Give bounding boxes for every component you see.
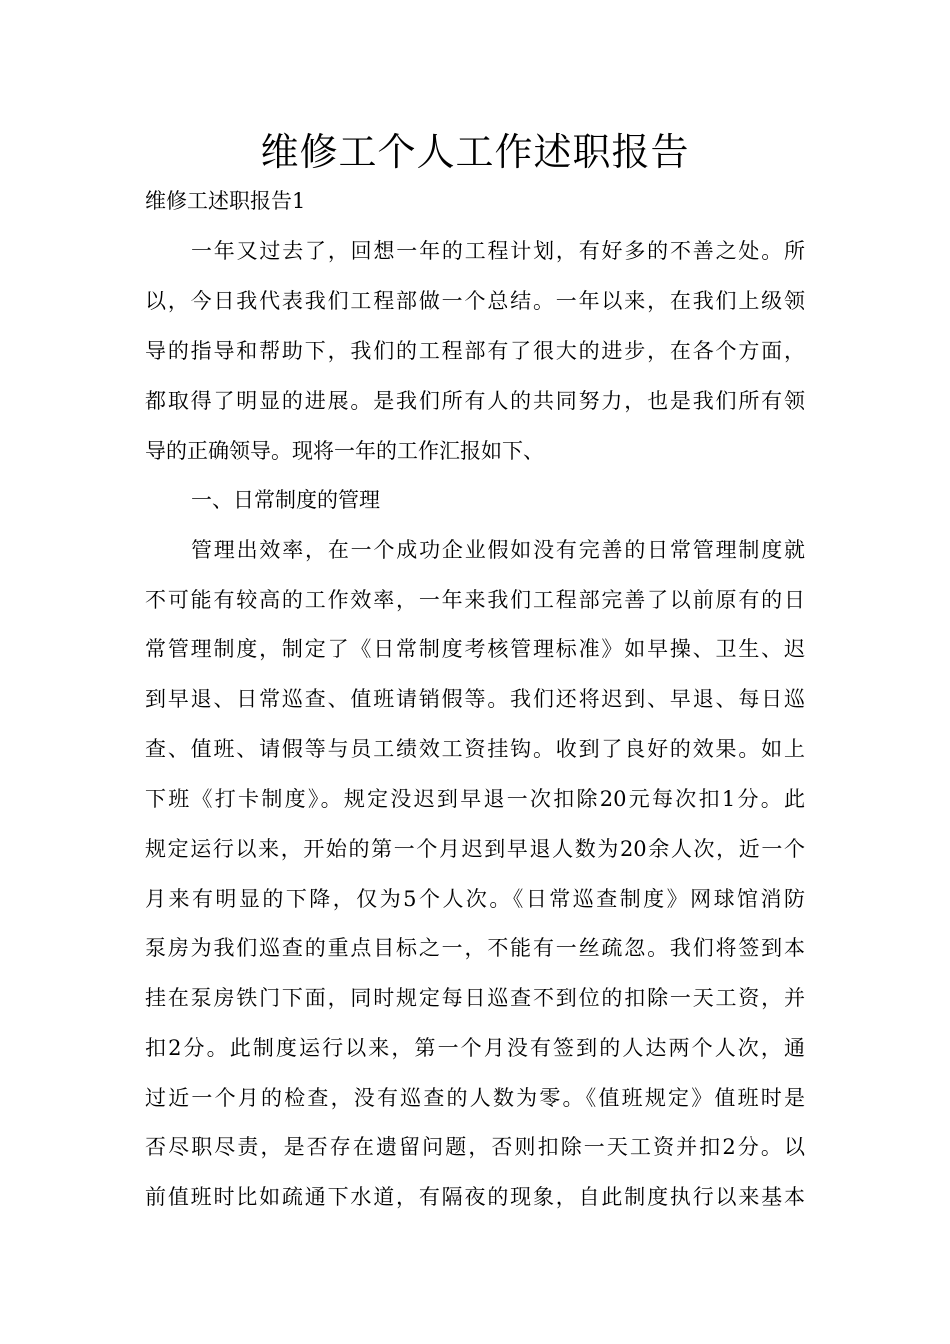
paragraph-1-line: 导的正确领导。现将一年的工作汇报如下、: [145, 439, 544, 463]
paragraph-1-line: 导的指导和帮助下，我们的工程部有了很大的进步，在各个方面，: [145, 339, 805, 363]
paragraph-3-line: 管理出效率，在一个成功企业假如没有完善的日常管理制度就: [191, 538, 805, 562]
paragraph-3-line: 不可能有较高的工作效率，一年来我们工程部完善了以前原有的日: [145, 588, 805, 612]
paragraph-1-line: 一年又过去了，回想一年的工程计划，有好多的不善之处。所: [191, 239, 805, 263]
paragraph-1-line: 以，今日我代表我们工程部做一个总结。一年以来，在我们上级领: [145, 289, 805, 313]
paragraph-3-line: 否尽职尽责，是否存在遗留问题，否则扣除一天工资并扣2分。以: [145, 1135, 805, 1159]
paragraph-3-line: 下班《打卡制度》。规定没迟到早退一次扣除20元每次扣1分。此: [145, 787, 805, 811]
paragraph-3-line: 过近一个月的检查，没有巡查的人数为零。《值班规定》值班时是: [145, 1086, 805, 1110]
paragraph-3-line: 到早退、日常巡查、值班请销假等。我们还将迟到、早退、每日巡: [145, 687, 805, 711]
document-subtitle: 维修工述职报告1: [145, 189, 306, 213]
section-heading: 一、日常制度的管理: [191, 488, 380, 512]
paragraph-3-line: 前值班时比如疏通下水道，有隔夜的现象，自此制度执行以来基本: [145, 1185, 805, 1209]
paragraph-3-line: 查、值班、请假等与员工绩效工资挂钩。收到了良好的效果。如上: [145, 737, 805, 761]
paragraph-1-line: 都取得了明显的进展。是我们所有人的共同努力，也是我们所有领: [145, 389, 805, 413]
paragraph-3-line: 泵房为我们巡查的重点目标之一，不能有一丝疏忽。我们将签到本: [145, 936, 805, 960]
paragraph-3-line: 规定运行以来，开始的第一个月迟到早退人数为20余人次，近一个: [145, 837, 805, 861]
paragraph-3-line: 挂在泵房铁门下面，同时规定每日巡查不到位的扣除一天工资，并: [145, 986, 805, 1010]
paragraph-3-line: 月来有明显的下降，仅为5个人次。《日常巡查制度》网球馆消防: [145, 887, 805, 911]
paragraph-3-line: 常管理制度，制定了《日常制度考核管理标准》如早操、卫生、迟: [145, 637, 805, 661]
paragraph-3-line: 扣2分。此制度运行以来，第一个月没有签到的人达两个人次，通: [145, 1036, 805, 1060]
document-title: 维修工个人工作述职报告: [260, 130, 690, 174]
